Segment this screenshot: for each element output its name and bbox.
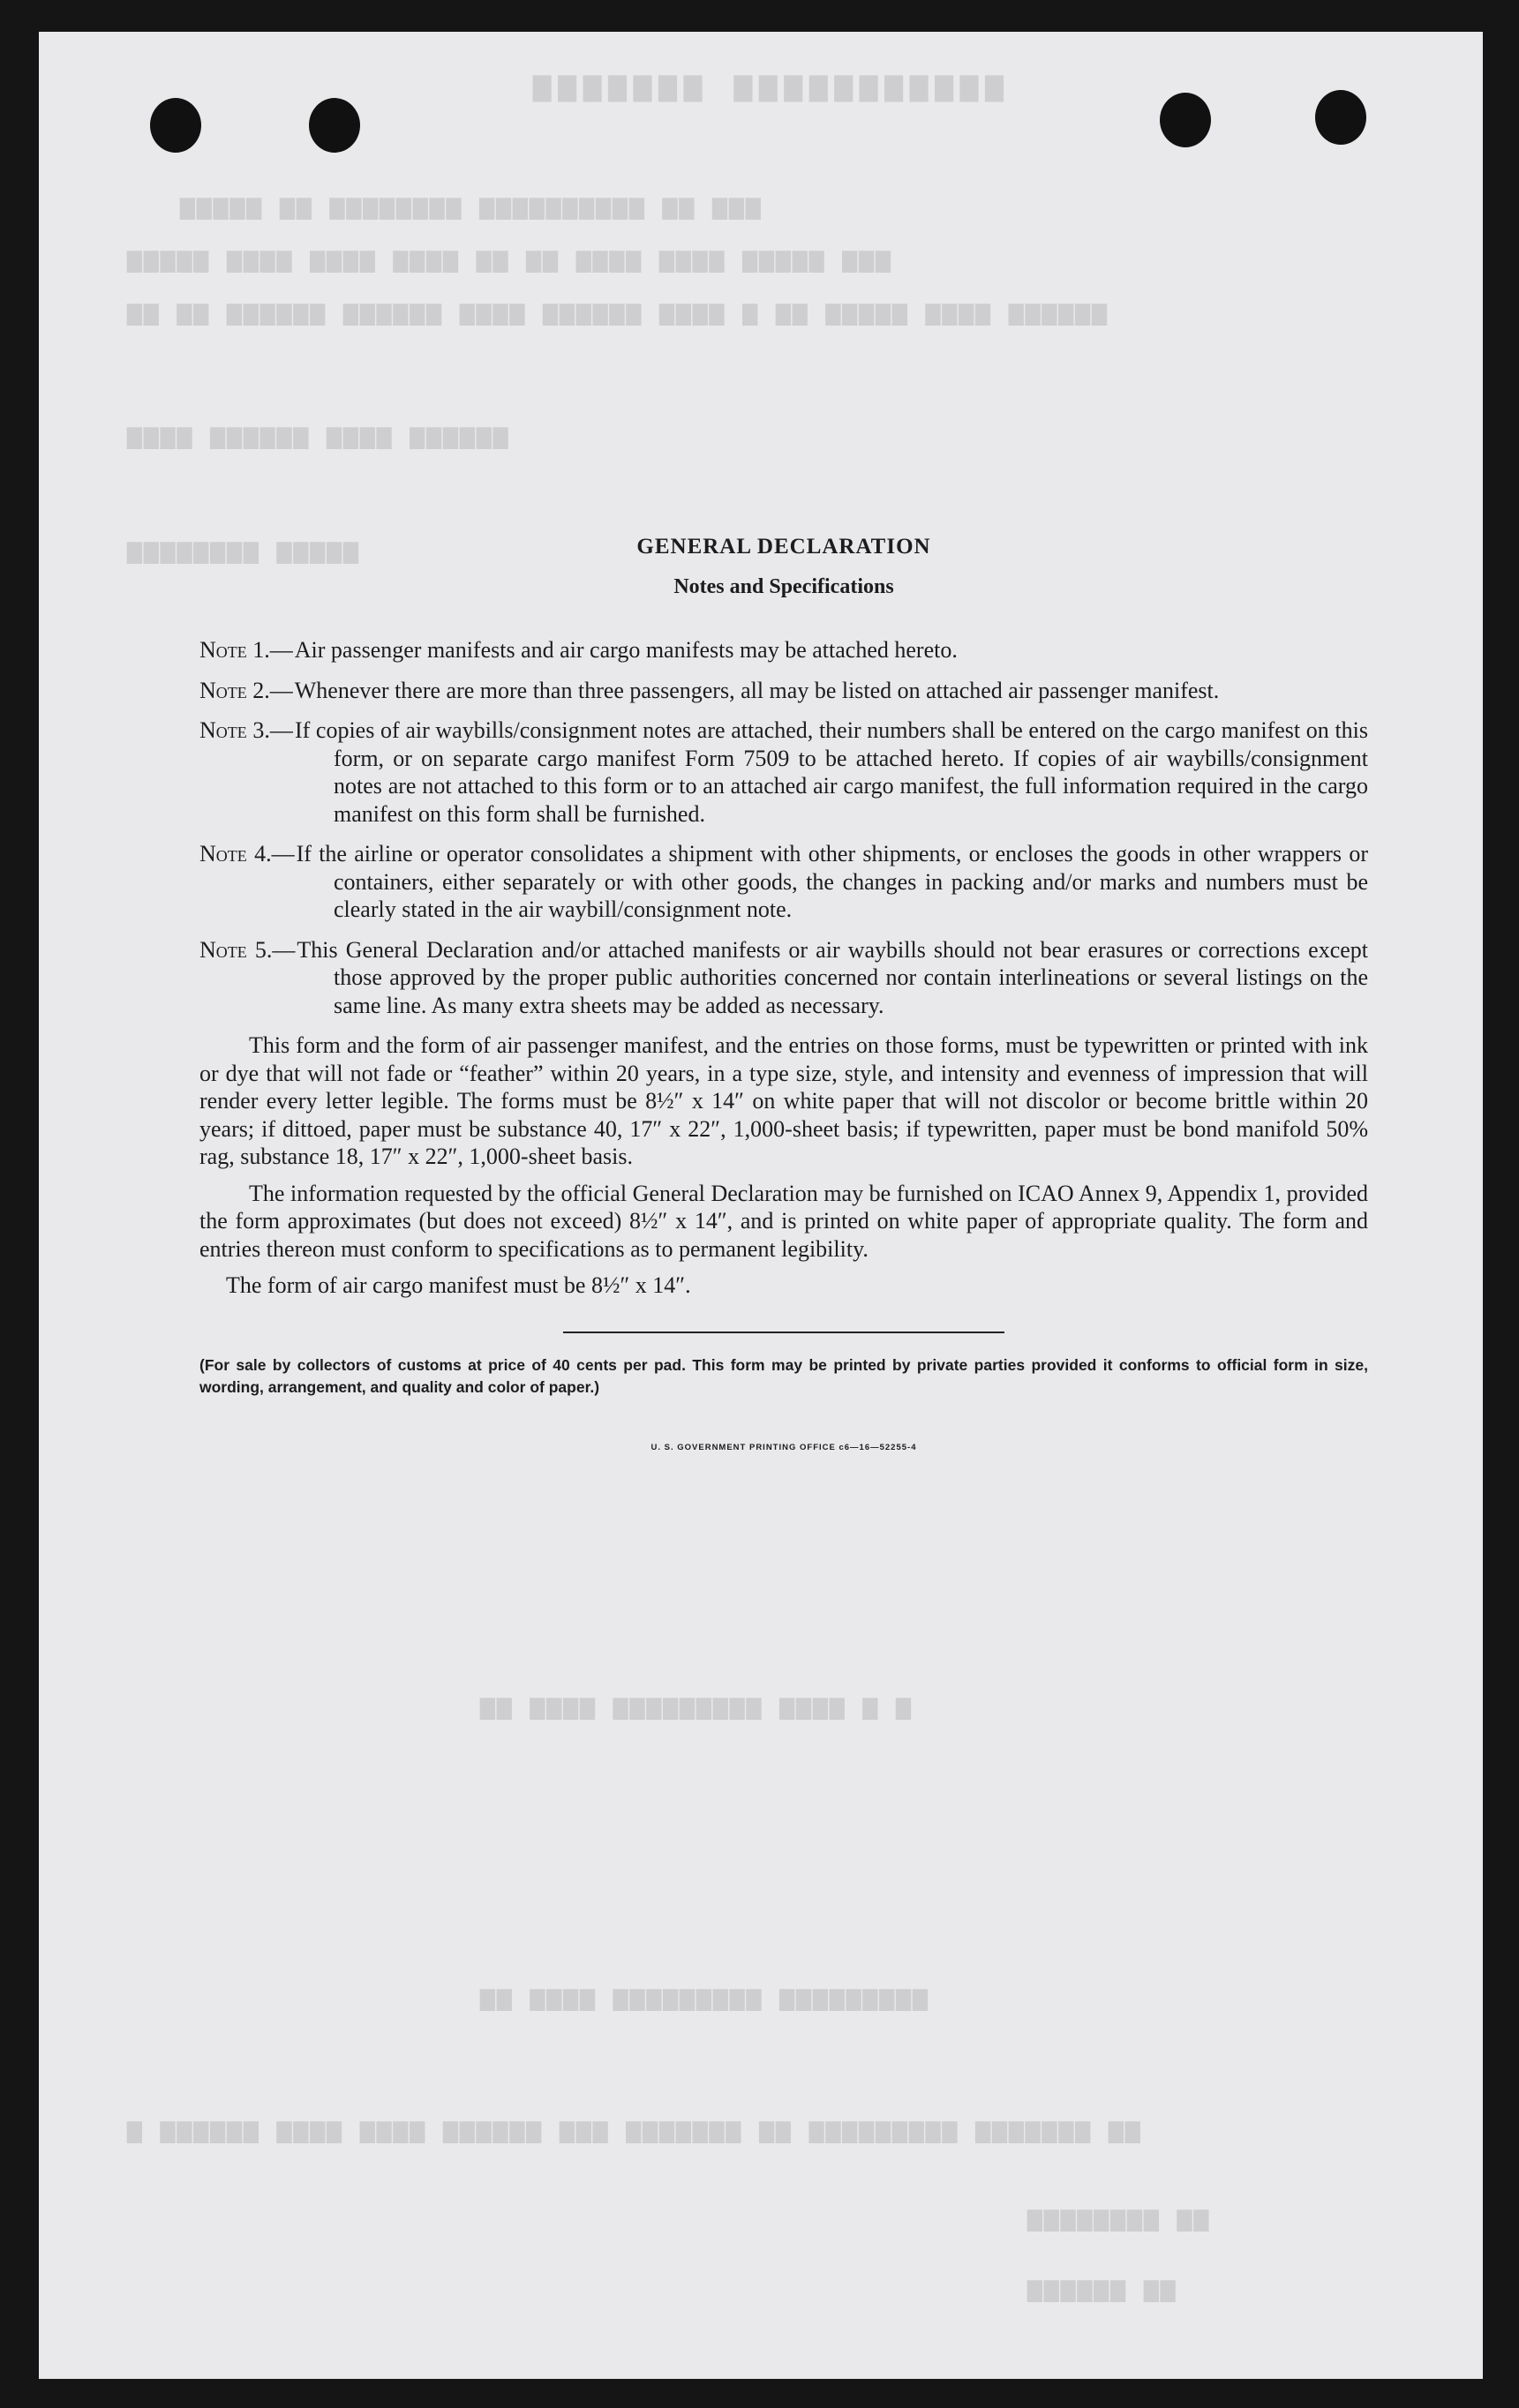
notes-and-specifications — [199, 499, 1368, 1461]
sale-notice: (For sale by collectors of customs at price of 40 cents per pad. This form may be printed by private parties provided it conforms to official form in size, wording, arrangement, and quality and color of paper.) — [199, 1355, 1368, 1396]
note-5 — [199, 936, 1368, 1020]
note-label: Note 2.— — [199, 677, 293, 703]
paragraph-icao-annex: The information requested by the official General Declaration may be furnished on ICAO Annex 9, Appendix 1, provided the form approximates (but does not exceed) 8½″ x 14″, and is printed on white paper of appropriate quality. The form and entries thereon must conform to specifications as to permanent legibility. — [199, 1180, 1368, 1262]
note-1 — [199, 636, 1368, 664]
document-title: GENERAL DECLARATION — [636, 535, 931, 559]
document-page — [39, 32, 1483, 2379]
note-text: If copies of air waybills/consignment notes are attached, their numbers shall be entered on the cargo manifest on this form, or on separate cargo manifest Form 7509 to be attached hereto. If copies of air waybills/consignment notes are not attached to this form or to an attached air cargo manifest, the full information required in the cargo manifest on this form shall be furnished. — [294, 717, 1369, 827]
paragraph-form-requirements: This form and the form of air passenger manifest, and the entries on those forms, must be typewritten or printed with ink or dye that will not fade or “feather” within 20 years, in a type size, style, and intensity and evenness of impression that will render every letter legible. The forms must be 8½″ x 14″ on white paper that will not discolor or become brittle within 20 years; if dittoed, paper must be substance 40, 17″ x 22″, 1,000-sheet basis; if typewritten, paper must be bond manifold 50% rag, substance 18, 17″ x 22″, 1,000-sheet basis. — [199, 1032, 1368, 1169]
note-label: Note 5.— — [199, 936, 296, 963]
divider-rule — [563, 1332, 1004, 1333]
note-text: Air passenger manifests and air cargo manifests may be attached hereto. — [294, 637, 958, 663]
note-3 — [199, 716, 1368, 828]
note-text: Whenever there are more than three passengers, all may be listed on attached air passenger manifest. — [294, 677, 1220, 703]
bleed-through-texture: ▆▆▆▆▆▆▆ ▆▆▆▆▆▆▆▆▆▆▆ ▆▆▆▆▆ ▆▆ ▆▆▆▆▆▆▆▆ ▆▆▆▆▆▆▆▆▆▆ ▆▆ ▆▆▆ ▆▆▆▆▆ ▆▆▆▆ ▆▆▆▆ ▆▆▆▆ ▆▆ ▆▆ ▆▆▆▆ ▆▆▆▆ ▆▆▆▆▆ ▆▆▆ ▆▆ ▆▆ ▆▆▆▆▆▆ ▆▆▆▆▆▆ ▆▆▆▆ ▆▆▆▆▆▆ ▆▆▆▆ ▆ ▆▆ ▆▆▆▆▆ ▆▆▆▆ ▆▆▆▆▆▆ ▆▆▆▆ ▆▆▆▆▆▆ ▆▆▆▆ ▆▆▆▆▆▆ ▆▆▆▆▆▆▆▆ ▆▆▆▆▆ ▆▆ ▆▆▆▆ ▆▆▆▆▆▆▆▆▆ ▆▆▆▆ ▆ ▆ ▆▆ ▆▆▆▆ ▆▆▆▆▆▆▆▆▆ ▆▆▆▆▆▆▆▆▆ ▆ ▆▆▆▆▆▆ ▆▆▆▆ ▆▆▆▆ ▆▆▆▆▆▆ ▆▆▆ ▆▆▆▆▆▆▆ ▆▆ ▆▆▆▆▆▆▆▆▆ ▆▆▆▆▆▆▆ ▆▆ ▆▆▆▆▆▆▆▆ ▆▆ ▆▆▆▆▆▆ ▆▆ — [127, 71, 1211, 2304]
note-label: Note 4.— — [199, 841, 295, 866]
note-text: This General Declaration and/or attached manifests or air waybills should not bear erasures or corrections except those approved by the proper public authorities concerned nor contain interlineations or several listings on the same line. As many extra sheets may be added as necessary. — [297, 936, 1369, 1018]
note-2 — [199, 677, 1368, 705]
document-subtitle: Notes and Specifications — [673, 574, 894, 598]
paragraph-cargo-manifest-size: The form of air cargo manifest must be 8½″ x 14″. — [226, 1272, 691, 1298]
printer-imprint: U. S. GOVERNMENT PRINTING OFFICE c6—16—52255-4 — [650, 1442, 917, 1452]
note-label: Note 3.— — [199, 717, 293, 743]
note-4 — [199, 840, 1368, 924]
note-label: Note 1.— — [199, 637, 293, 663]
note-text: If the airline or operator consolidates a shipment with other shipments, or encloses the goods in other wrappers or containers, either separately or with other goods, the changes in packing and/or marks and numbers must be clearly stated in the air waybill/consignment note. — [296, 841, 1368, 922]
